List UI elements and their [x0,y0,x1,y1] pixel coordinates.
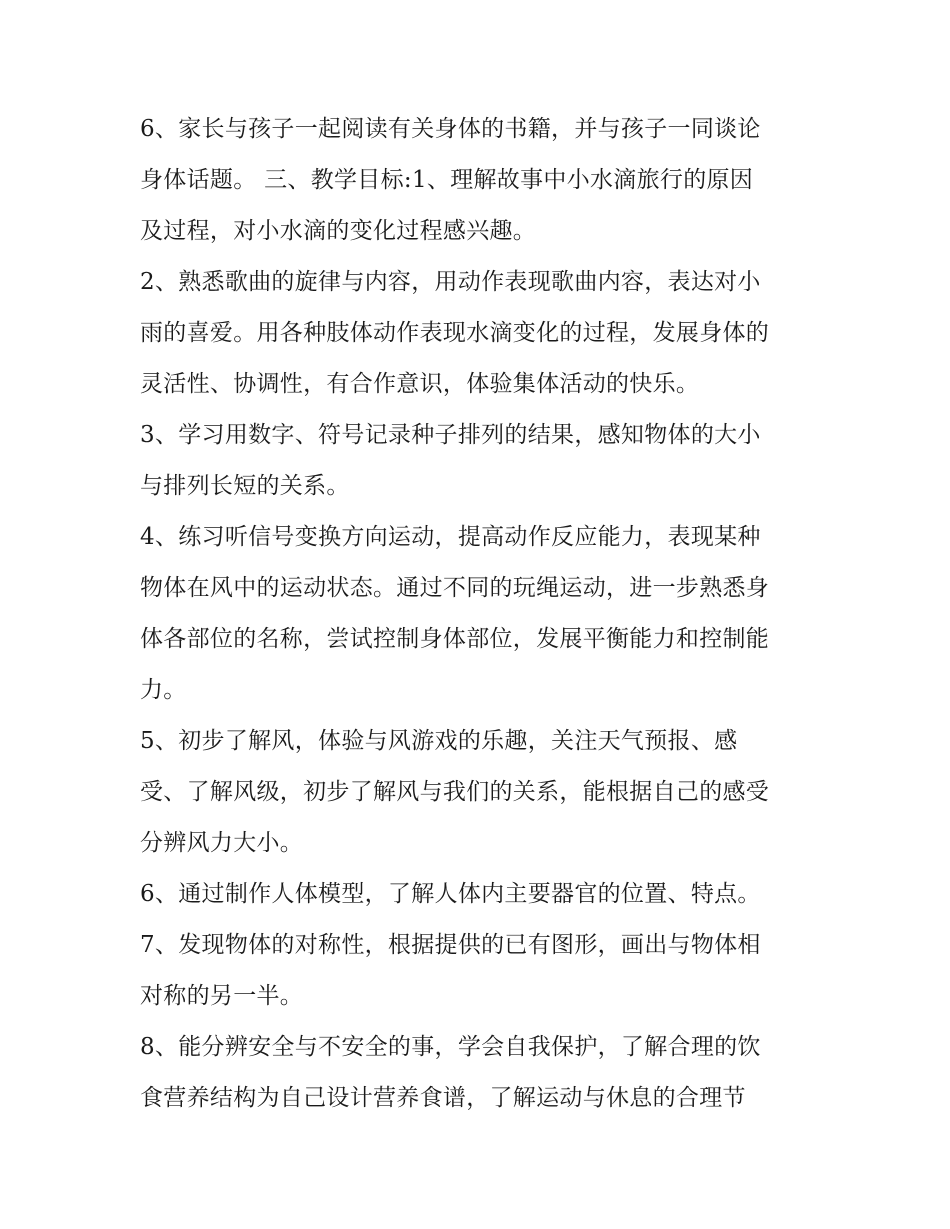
text-line: 6、家长与孩子一起阅读有关身体的书籍，并与孩子一同谈论 [140,116,761,142]
paragraph-goal-7 [140,920,820,1022]
text-line: 3、学习用数字、符号记录种子排列的结果，感知物体的大小 [140,422,761,448]
text-line: 力。 [140,677,187,703]
paragraph-goal-6 [140,869,820,920]
text-line: 及过程，对小水滴的变化过程感兴趣。 [140,218,537,244]
text-line: 雨的喜爱。用各种肢体动作表现水滴变化的过程，发展身体的 [140,320,770,346]
paragraph-goal-2 [140,257,820,410]
text-line: 身体话题。 三、教学目标:1、理解故事中小水滴旅行的原因 [140,167,754,193]
text-line: 受、了解风级，初步了解风与我们的关系，能根据自己的感受 [140,779,770,805]
text-line: 7、发现物体的对称性，根据提供的已有图形，画出与物体相 [140,932,761,958]
text-line: 2、熟悉歌曲的旋律与内容，用动作表现歌曲内容，表达对小 [140,269,761,295]
text-line: 6、通过制作人体模型，了解人体内主要器官的位置、特点。 [140,881,761,907]
text-line: 分辨风力大小。 [140,830,304,856]
paragraph-goal-3 [140,410,820,512]
paragraph-parent-activity [140,104,820,257]
text-line: 与排列长短的关系。 [140,473,350,499]
text-line: 体各部位的名称，尝试控制身体部位，发展平衡能力和控制能 [140,626,770,652]
paragraph-goal-4 [140,512,820,716]
text-line: 5、初步了解风，体验与风游戏的乐趣，关注天气预报、感 [140,728,738,754]
document-body [140,104,820,1124]
text-line: 物体在风中的运动状态。通过不同的玩绳运动，进一步熟悉身 [140,575,770,601]
paragraph-goal-8 [140,1022,820,1124]
text-line: 对称的另一半。 [140,983,304,1009]
text-line: 4、练习听信号变换方向运动，提高动作反应能力，表现某种 [140,524,761,550]
paragraph-goal-5 [140,716,820,869]
text-line: 8、能分辨安全与不安全的事，学会自我保护，了解合理的饮 [140,1034,761,1060]
text-line: 食营养结构为自己设计营养食谱，了解运动与休息的合理节 [140,1085,746,1111]
text-line: 灵活性、协调性，有合作意识，体验集体活动的快乐。 [140,371,700,397]
